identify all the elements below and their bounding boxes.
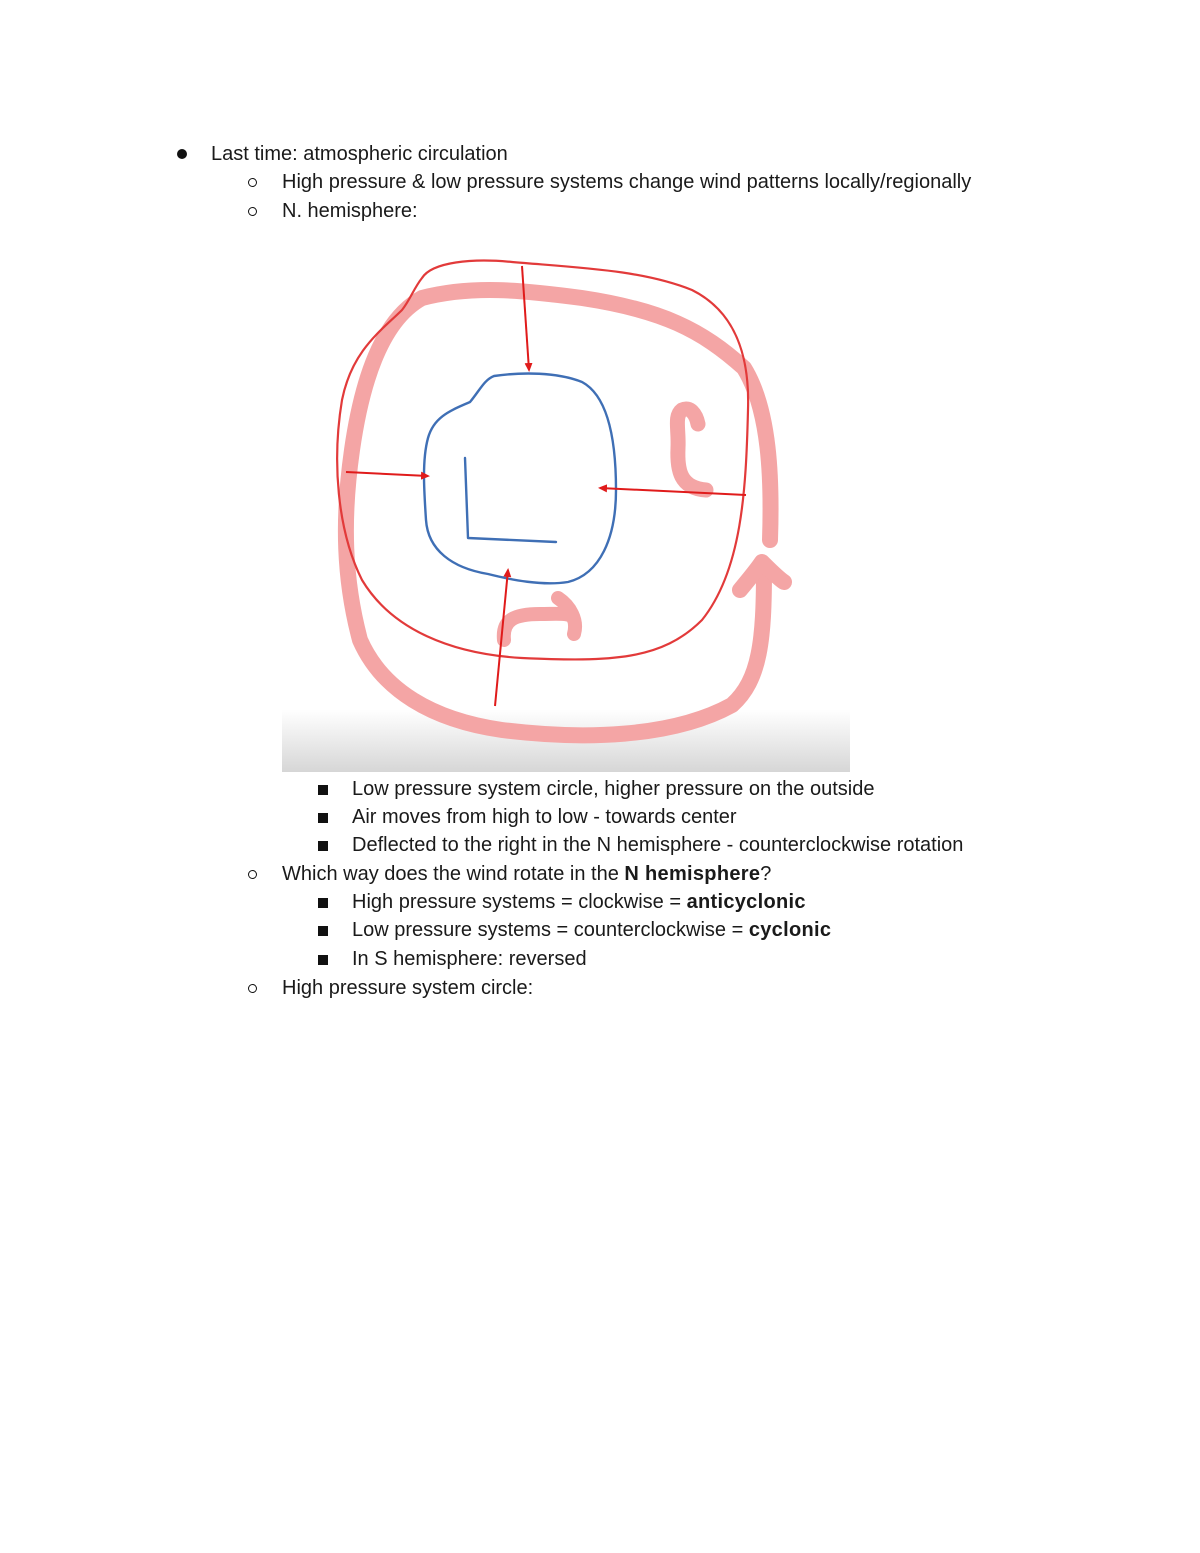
rotation-loop bbox=[346, 290, 771, 735]
bullet-square bbox=[318, 841, 328, 851]
bullet-circle bbox=[248, 178, 257, 187]
arrow-from-top bbox=[522, 266, 529, 370]
inner-low-pressure-circle bbox=[424, 374, 616, 584]
arrow-from-right bbox=[600, 488, 746, 495]
bullet-disc bbox=[177, 149, 187, 159]
curved-arrow-bottom bbox=[504, 598, 575, 640]
bullet-square bbox=[318, 813, 328, 823]
question-pre: Which way does the wind rotate in the bbox=[282, 863, 625, 885]
note-low-circle: Low pressure system circle, higher pressure on the outside bbox=[352, 778, 875, 800]
note-last-time: Last time: atmospheric circulation bbox=[211, 143, 508, 165]
note-deflected: Deflected to the right in the N hemisphere - counterclockwise rotation bbox=[352, 834, 964, 856]
note-pressure-systems: High pressure & low pressure systems change wind patterns locally/regionally bbox=[282, 171, 972, 193]
note-low-systems bbox=[352, 918, 831, 942]
note-high-systems bbox=[352, 890, 806, 914]
arrow-from-left bbox=[346, 472, 428, 476]
note-air-moves: Air moves from high to low - towards center bbox=[352, 806, 737, 828]
low-pre: Low pressure systems = counterclockwise = bbox=[352, 919, 749, 941]
note-s-hemisphere: In S hemisphere: reversed bbox=[352, 948, 587, 970]
note-high-circle: High pressure system circle: bbox=[282, 977, 534, 999]
bullet-square bbox=[318, 926, 328, 936]
low-bold: cyclonic bbox=[748, 919, 832, 941]
bullet-square bbox=[318, 955, 328, 965]
bullet-circle bbox=[248, 984, 257, 993]
bullet-square bbox=[318, 785, 328, 795]
curved-arrow-right bbox=[677, 409, 706, 490]
bullet-square bbox=[318, 898, 328, 908]
low-pressure-L bbox=[465, 458, 556, 542]
low-pressure-diagram bbox=[282, 240, 850, 772]
high-bold: anticyclonic bbox=[686, 891, 806, 913]
bullet-circle bbox=[248, 870, 257, 879]
note-n-hemisphere: N. hemisphere: bbox=[282, 200, 418, 222]
note-question bbox=[282, 862, 771, 886]
high-pre: High pressure systems = clockwise = bbox=[352, 891, 687, 913]
question-post: ? bbox=[760, 863, 772, 885]
bullet-circle bbox=[248, 207, 257, 216]
question-bold: N hemisphere bbox=[624, 863, 761, 885]
